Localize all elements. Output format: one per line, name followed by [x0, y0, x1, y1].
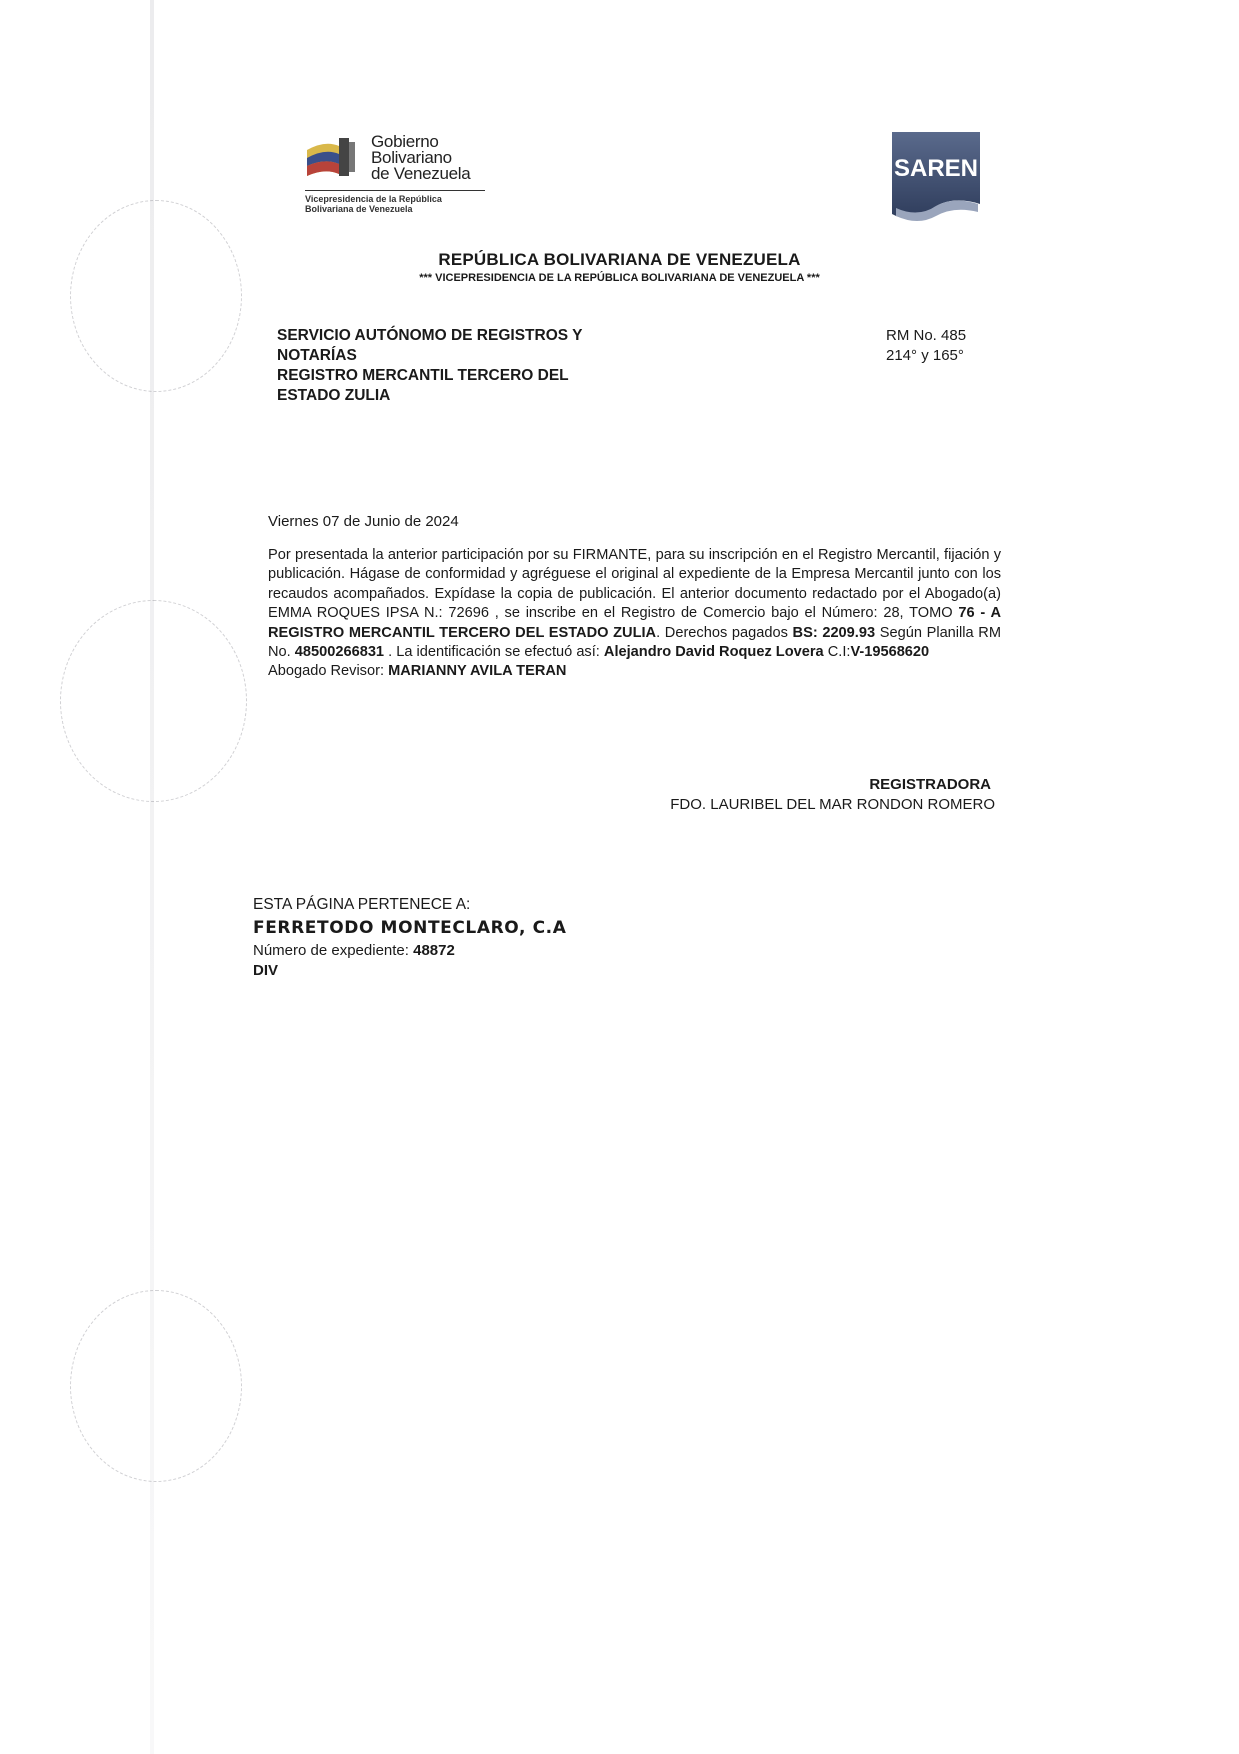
document-date: Viernes 07 de Junio de 2024: [268, 513, 459, 530]
years-label: 214° y 165°: [886, 347, 964, 364]
logo-divider: [305, 190, 485, 191]
expediente-number: 48872: [413, 942, 455, 959]
division-code: DIV: [253, 962, 279, 979]
belongs-label: ESTA PÁGINA PERTENECE A:: [253, 896, 471, 913]
document-subtitle: *** VICEPRESIDENCIA DE LA REPÚBLICA BOLIVARIANA DE VENEZUELA ***: [419, 272, 820, 284]
registration-paragraph: Por presentada la anterior participación por su FIRMANTE, para su inscripción en el Registro Mercantil, fijación y publicación. Hágase de conformidad y agréguese el original al expediente de la Empresa Mercantil junto con los recaudos acompañados. Expídase la copia de publicación. El anterior documento redactado por el Abogado(a) EMMA ROQUES IPSA N.: 72696 , se inscribe en el Registro de Comercio bajo el Número: 28, TOMO 76 - A REGISTRO MERCANTIL TERCERO DEL ESTADO ZULIA. Derechos pagados BS: 2209.93 Según Planilla RM No. 48500266831 . La identificación se efectuó así: Alejandro David Roquez Lovera C.I:V-19568620: [268, 547, 1001, 661]
seal-stamp-middle: [60, 600, 247, 802]
seal-stamp-bottom: [70, 1290, 242, 1482]
expediente-line: Número de expediente: 48872: [253, 942, 455, 959]
planilla-number: 48500266831: [294, 644, 385, 661]
government-logo-subtitle: Vicepresidencia de la República Bolivariana de Venezuela: [305, 194, 442, 214]
seal-stamp-top: [70, 200, 242, 392]
registry-office: [277, 326, 582, 406]
office-line: NOTARÍAS: [277, 347, 357, 364]
office-line: REGISTRO MERCANTIL TERCERO DEL: [277, 367, 569, 384]
company-name: FERRETODO MONTECLARO, C.A: [253, 918, 567, 938]
office-line: ESTADO ZULIA: [277, 387, 391, 404]
rm-number: RM No. 485: [886, 327, 967, 344]
saren-logo-text: SAREN: [893, 155, 979, 182]
reviewer-line: Abogado Revisor: MARIANNY AVILA TERAN: [268, 663, 567, 680]
government-logo-text: Gobierno Bolivariano de Venezuela: [371, 132, 471, 183]
identified-person: Alejandro David Roquez Lovera: [603, 644, 824, 661]
office-line: SERVICIO AUTÓNOMO DE REGISTROS Y: [277, 327, 583, 344]
saren-logo: [888, 128, 984, 226]
registry-number-block: [886, 326, 966, 366]
reviewer-name: MARIANNY AVILA TERAN: [388, 663, 567, 680]
id-number: V-19568620: [850, 644, 930, 661]
saren-emblem-icon: [888, 128, 984, 226]
venezuela-flag-icon: [305, 136, 363, 178]
registration-text: [268, 546, 1001, 682]
document-title: REPÚBLICA BOLIVARIANA DE VENEZUELA: [438, 250, 801, 269]
signer-name: FDO. LAURIBEL DEL MAR RONDON ROMERO: [670, 796, 995, 813]
government-logo: [305, 128, 485, 218]
fee-amount: BS: 2209.93: [792, 624, 876, 641]
signer-title: REGISTRADORA: [869, 776, 991, 793]
tomo-reference: 76 - A REGISTRO MERCANTIL TERCERO DEL ESTADO ZULIA: [268, 605, 1001, 641]
